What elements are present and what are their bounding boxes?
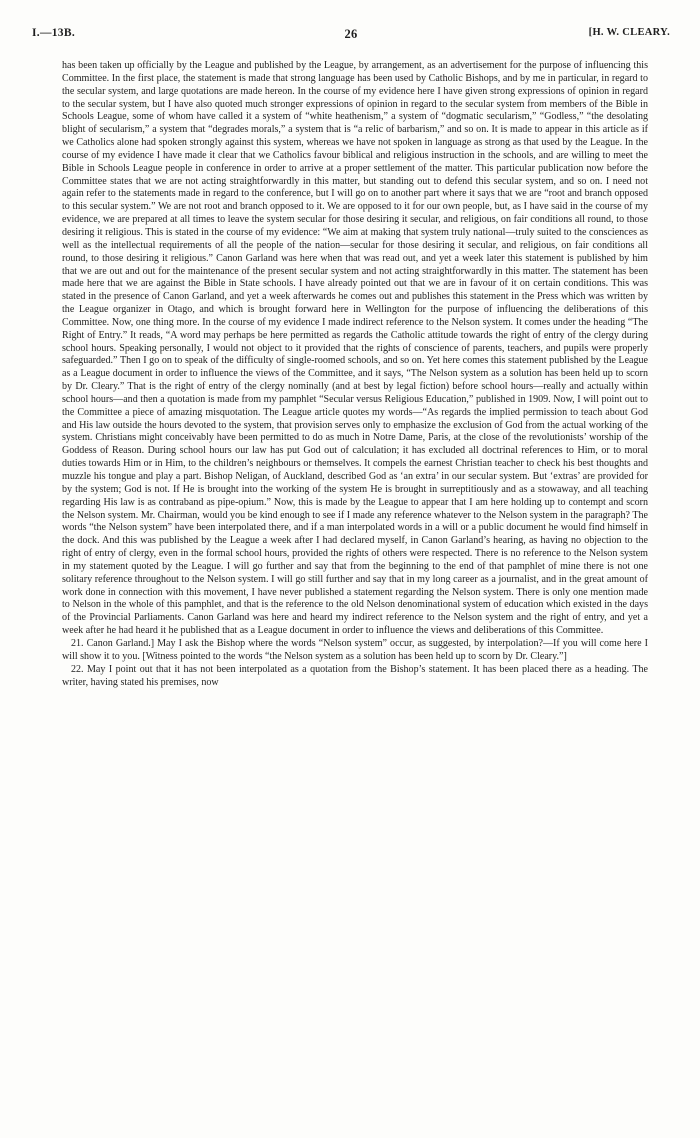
paragraph-evidence: has been taken up officially by the League and published by the League, by arrangement, as an advertisement for the purpose of influencing this Committee. In the first place, the statement is made that strong language has been used by Catholic Bishops, and by me in particular, in regard to the secular system, and large quotations are made hereon. In the course of my evidence here I have given strong expressions of opinion in regard to the secular system, but I have also quoted much stronger expressions of opinion in regard to the secular system from members of the Bible in Schools League, some of whom have called it a system of “white heathenism,” a system of “dogmatic secularism,” “Godless,” “the desolating blight of secularism,” a system that “degrades morals,” a system that is “a relic of barbarism,” and so on. It is made to appear in this article as if we Catholics alone had spoken strongly against this system, whereas we have not spoken in language as strong as that used by the League. In the course of my evidence I have made it clear that we Catholics favour biblical and religious instruction in the schools, and are willing to meet the Bible in Schools League people in conference in order to arrive at a proper settlement of the matter. This particular publication now before the Committee states that we are not acting straightforwardly in this matter, but standing out to defend this secular system, and so on. I need not again refer to the statements made in regard to the conference, but I will go on to another part where it says that we are “root and branch opposed to this secular system.” We are not root and branch opposed to it. We are opposed to it for our own people, but, as I have said in the course of my evidence, we are prepared at all times to leave the system secular for those desiring it secular, and religious, on fair conditions all round, to those desiring it religious. This is stated in the course of my evidence: “We aim at making that system truly national—truly suited to the consciences as well as the intellectual requirements of all the people of the nation—secular for those desiring it secular, and religious, on fair conditions all round, to those desiring it religious.” Canon Garland was here when that was read out, and yet a week later this statement is published by him that we are out and out for the maintenance of the present secular system and not acting straightforwardly in this matter. The statement has been made here that we are against the Bible in State schools. I have already pointed out that we are in favour of it on certain conditions. This was stated in the presence of Canon Garland, and yet a week afterwards he comes out and publishes this statement in the Press which was written by the League organizer in Otago, and which is brought forward here in Wellington for the purpose of influencing the deliberations of this Committee. Now, one thing more. In the course of my evidence I made indirect reference to the Nelson system. It comes under the heading “The Right of Entry.” It reads, “A word may perhaps be here permitted as regards the Catholic attitude towards the right of entry of the clergy during school hours. Speaking personally, I would not object to it provided that the rights of conscience of parents, teachers, and pupils were properly safeguarded.” Then I go on to speak of the difficulty of single-roomed schools, and so on. Yet here comes this statement published by the League as a League document in order to influence the views of the Committee, and it says, “The Nelson system as a solution has been held up to scorn by Dr. Cleary.” That is the right of entry of the clergy nominally (and at best by legal fiction) before school hours—really and actually within school hours—and then a quotation is made from my pamphlet “Secular versus Religious Education,” published in 1909. Now, I will point out to the Committee a piece of amazing misquotation. The League article quotes my words—“As regards the implied permission to teach about God and His law outside the hours devoted to the system, that provision serves only to emphasize the exclusion of God from the actual working of the system. Christians might conceivably have been permitted to do as much in Notre Dame, Paris, at the close of the revolutionists’ worship of the Goddess of Reason. During school hours our law has put God out of calculation; it has excluded all doctrinal references to Him, or to moral duties towards Him or in Him, to the children’s neighbours or themselves. It compels the earnest Christian teacher to check his best thoughts and muzzle his tongue and play a part. Bishop Neligan, of Auckland, described God as ‘an extra’ in our secular system. But ‘extras’ are provided for by the system; God is not. If He is brought into the working of the system He is brought in surreptitiously and as a stowaway, and all teaching regarding His law is as contraband as pipe-opium.” Now, this is made by the League to appear that I am here holding up to contempt and scorn the Nelson system. Mr. Chairman, would you be kind enough to see if I made any reference whatever to the Nelson system in the paragraph? The words “the Nelson system” have been interpolated there, and if a man interpolated words in a will or a public document he would find himself in the dock. And this was published by the League a week after I had declared myself, in Canon Garland’s hearing, as having no objection to the right of entry of clergy, even in the formal school hours, provided the rights of others were respected. There is no reference to the Nelson system in my statement quoted by the League. I will go further and say that from the beginning to the end of that pamphlet of mine there is not one solitary reference throughout to the Nelson system. I will go still further and say that in my long career as a journalist, and in the great amount of work done in connection with this movement, I have never published a statement regarding the Nelson system. There is only one mention made to Nelson in the whole of this pamphlet, and that is the reference to the old Nelson denominational system of education which existed in the days of the Provincial Parliaments. Canon Garland was here and heard my indirect reference to the Nelson system and the right of entry, and yet a week after he had heard it he published that as a League document in order to influence the views and deliberations of this Committee. bbox=[62, 60, 648, 637]
witness-name: [H. W. CLEARY. bbox=[588, 27, 670, 38]
page-header bbox=[32, 27, 670, 43]
document-reference: I.—13B. bbox=[32, 27, 75, 39]
document-body bbox=[62, 60, 648, 689]
paragraph-question-22: 22. May I point out that it has not been interpolated as a quotation from the Bishop’s statement. It has been placed there as a heading. The writer, having stated his premises, now bbox=[62, 663, 648, 688]
page-number: 26 bbox=[344, 27, 358, 41]
paragraph-question-21: 21. Canon Garland.] May I ask the Bishop where the words “Nelson system” occur, as suggested, by interpolation?—If you will come here I will show it to you. [Witness pointed to the words “the Nelson system as a solution has been held up to scorn by Dr. Cleary.”] bbox=[62, 637, 648, 662]
